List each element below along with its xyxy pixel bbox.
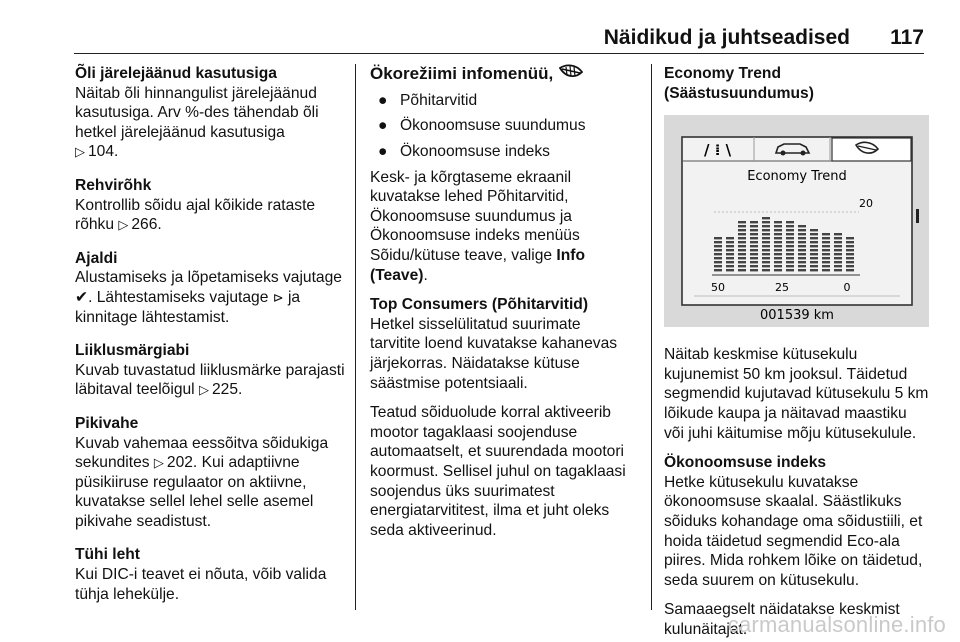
trend-bar-segment (750, 245, 758, 247)
trend-bar-segment (774, 269, 782, 271)
section-text: . Lähtestamiseks vajutage (88, 288, 269, 306)
trend-bar-segment (774, 245, 782, 247)
trend-bar-segment (846, 257, 854, 259)
trend-bar-segment (774, 225, 782, 227)
trend-bar-segment (750, 241, 758, 243)
trend-bar-segment (774, 257, 782, 259)
trend-bar-segment (846, 253, 854, 255)
trend-bar-segment (846, 237, 854, 239)
trend-bar-segment (750, 253, 758, 255)
page-reference[interactable]: 104. (88, 143, 119, 161)
axis-label-50: 50 (711, 281, 725, 295)
trend-bar-segment (738, 225, 746, 227)
trend-bar-segment (798, 257, 806, 259)
trend-bar-segment (762, 221, 770, 223)
trend-bar-segment (846, 245, 854, 247)
page-reference[interactable]: 266. (131, 216, 162, 234)
page-reference[interactable]: 225. (211, 381, 243, 399)
trend-bar-segment (762, 229, 770, 231)
trend-bar-segment (834, 253, 842, 255)
menu-reference: Info (Teave) (370, 246, 585, 284)
subheading: Ökonoomsuse indeks (664, 454, 827, 472)
section-heading: Tühi leht (75, 546, 140, 564)
trend-bar-segment (738, 269, 746, 271)
trend-bar-segment (774, 253, 782, 255)
road-icon (704, 141, 732, 159)
trend-bar-segment (750, 249, 758, 251)
trend-bar-segment (714, 249, 722, 251)
page-reference-arrow-icon: ▷ (75, 144, 85, 160)
trend-bar-segment (762, 269, 770, 271)
trend-bar-segment (726, 253, 734, 255)
trend-bar-segment (714, 261, 722, 263)
trend-bar-segment (750, 233, 758, 235)
trend-bar-segment (738, 257, 746, 259)
scroll-indicator (916, 209, 919, 223)
axis-label-25: 25 (775, 281, 789, 295)
trend-bar-segment (786, 269, 794, 271)
trend-bar-segment (810, 261, 818, 263)
trend-bar-segment (762, 217, 770, 219)
section-oil-life (75, 64, 347, 162)
trend-bar-segment (726, 245, 734, 247)
list-item-label: Ökonoomsuse suundumus (400, 117, 586, 135)
trend-bar-segment (714, 237, 722, 239)
page-header (0, 0, 960, 54)
trend-bar-segment (738, 221, 746, 223)
axis-label-0: 0 (843, 281, 851, 295)
page-reference-arrow-icon: ▷ (198, 382, 209, 398)
trend-bar-segment (822, 257, 830, 259)
trend-bar-segment (786, 249, 794, 251)
trend-bar-segment (774, 261, 782, 263)
trend-bar-segment (822, 237, 830, 239)
trend-bar-segment (834, 269, 842, 271)
trend-bar-segment (822, 269, 830, 271)
subheading: Top Consumers (Põhitarvitid) (370, 296, 589, 314)
bullet-icon: ● (378, 143, 388, 160)
trend-bar-segment (726, 257, 734, 259)
section-following-distance (75, 414, 347, 532)
trend-bar-segment (714, 241, 722, 243)
trend-bar-segment (762, 233, 770, 235)
section-tire-pressure (75, 176, 347, 235)
trend-bar-segment (774, 265, 782, 267)
section-text: ja kinnitage lähtestamist. (75, 288, 301, 326)
paragraph: Samaaegselt näidatakse keskmist kulunäitajat. (664, 601, 900, 638)
section-heading (370, 64, 635, 85)
trend-bar-segment (810, 265, 818, 267)
section-text: Alustamiseks ja lõpetamiseks vajutage (75, 269, 342, 287)
section-text: Kontrollib sõidu ajal kõikide rataste rõhku (75, 196, 316, 234)
trend-bar-segment (726, 261, 734, 263)
bullet-icon: ● (378, 117, 388, 135)
page-reference-arrow-icon: ▷ (153, 455, 164, 471)
section-text: Kui DIC-i teavet ei nõuta, võib valida tühja lehekülje. (75, 566, 327, 603)
trend-bar-segment (774, 233, 782, 235)
paragraph: Hetkel sisselülitatud suurimate tarvitite loend kuvatakse kahanevas järjekorras. Näidatakse kütuse säästmise potentsiaali. (370, 315, 618, 392)
trend-bar-segment (786, 257, 794, 259)
trend-bar-segment (714, 265, 722, 267)
trend-bar-segment (750, 221, 758, 223)
list-item (370, 91, 635, 111)
trend-bar-segment (846, 265, 854, 267)
trend-bar-segment (786, 237, 794, 239)
section-blank-page (75, 545, 347, 604)
display-title: Economy Trend (747, 169, 847, 185)
trend-bar-segment (738, 229, 746, 231)
trend-bar-segment (786, 265, 794, 267)
trend-bar-segment (846, 269, 854, 271)
trend-bar-segment (762, 261, 770, 263)
trend-bar-segment (726, 265, 734, 267)
trend-bar-segment (714, 245, 722, 247)
list-item-label: Põhitarvitid (400, 91, 478, 109)
trend-bar-segment (810, 249, 818, 251)
trend-bar-segment (750, 269, 758, 271)
trend-bar-segment (822, 253, 830, 255)
trend-bar-segment (834, 241, 842, 243)
play-button-icon: ⊳ (272, 289, 284, 305)
trend-bar-segment (798, 261, 806, 263)
trend-bar-segment (786, 233, 794, 235)
trend-bar-segment (750, 237, 758, 239)
section-text: Kuvab tuvastatud liiklusmärke parajasti läbitaval teelõigul (75, 361, 345, 399)
trend-bar-segment (738, 249, 746, 251)
trend-bar-segment (822, 233, 830, 235)
trend-bar-segment (798, 233, 806, 235)
trend-bar-segment (750, 261, 758, 263)
trend-bar-segment (798, 253, 806, 255)
trend-bar-segment (798, 237, 806, 239)
trend-bar-segment (774, 237, 782, 239)
trend-bar-segment (834, 249, 842, 251)
section-heading: Economy Trend (Säästusuundumus) (664, 65, 814, 102)
paragraph (370, 168, 635, 286)
trend-bar-segment (762, 241, 770, 243)
odometer-readout: 001539 km (760, 308, 834, 324)
trend-bar-segment (726, 237, 734, 239)
trend-bar-segment (774, 229, 782, 231)
trend-bar-segment (750, 225, 758, 227)
page-reference[interactable]: 202. (166, 454, 198, 472)
eco-menu-title: Ökorežiimi infomenüü, (370, 64, 554, 83)
trend-bar-segment (762, 265, 770, 267)
trend-bar-segment (738, 253, 746, 255)
paragraph: Näitab keskmise kütusekulu kujunemist 50 km jooksul. Täidetud segmendid kujutavad kütusekulu 5 km lõikude kaupa ja näitavad maastiku või juhi käitumise mõju kütusekulule. (664, 346, 929, 442)
trend-bar-segment (798, 249, 806, 251)
column-3 (664, 64, 929, 640)
section-heading: Rehvirõhk (75, 176, 152, 194)
trend-bar-segment (822, 261, 830, 263)
trend-bar-segment (750, 229, 758, 231)
trend-bar-segment (810, 269, 818, 271)
trend-bar-segment (846, 261, 854, 263)
trend-bar-segment (846, 249, 854, 251)
paragraph: Teatud sõiduolude korral aktiveerib mootor tagaklaasi soojenduse automaatselt, et suurendada mootori koormust. Sellisel juhul on tagaklaasi soojendus üks suurimatest energiatarvititest, ilma et juht oleks seda aktiveerinud. (370, 404, 626, 539)
trend-bar-segment (738, 241, 746, 243)
trend-bar-segment (810, 245, 818, 247)
trend-bar-segment (714, 257, 722, 259)
page-number: 117 (890, 26, 924, 49)
trend-bar-segment (786, 229, 794, 231)
eco-menu-list (370, 91, 635, 162)
section-heading: Liiklusmärgiabi (75, 342, 190, 360)
trend-bar-segment (810, 241, 818, 243)
economy-trend-display (664, 115, 929, 327)
trend-bar-segment (810, 229, 818, 231)
trend-bar-segment (786, 221, 794, 223)
list-item-label: Ökonoomsuse indeks (400, 143, 550, 160)
trend-bar-segment (774, 221, 782, 223)
trend-bar-segment (798, 229, 806, 231)
trend-bar-segment (822, 241, 830, 243)
trend-bar-segment (798, 269, 806, 271)
trend-bar-segment (798, 225, 806, 227)
trend-bar-segment (774, 241, 782, 243)
column-1 (75, 64, 347, 618)
trend-bar-segment (822, 245, 830, 247)
bullet-icon: ● (378, 91, 388, 109)
trend-bar-segment (798, 241, 806, 243)
page-title: Näidikud ja juhtseadised (603, 26, 850, 49)
section-text: Kui adaptiivne püsikiiruse regulaator on aktiivne, kuvatakse sellel lehel selle asemel pikivahe seadistust. (75, 454, 314, 530)
economy-trend-illustration (664, 115, 929, 327)
eco-leaf-icon (558, 64, 584, 85)
trend-bar-segment (762, 245, 770, 247)
watermark: carmanualsonline.info (727, 612, 946, 637)
trend-bar-segment (726, 241, 734, 243)
trend-bar-segment (786, 253, 794, 255)
trend-bar-segment (786, 261, 794, 263)
column-divider-2 (651, 64, 652, 610)
list-item (370, 116, 635, 136)
svg-text:/ ⁞ \: / ⁞ \ (704, 141, 732, 160)
section-heading: Ajaldi (75, 249, 118, 267)
section-text: Kuvab vahemaa eessõitva sõidukiga sekundites (75, 434, 329, 472)
trend-bar-segment (738, 233, 746, 235)
checkmark-icon: ✔ (75, 288, 89, 306)
section-traffic-sign-assist (75, 341, 347, 400)
scale-top-label: 20 (859, 197, 873, 211)
trend-bar-segment (810, 257, 818, 259)
trend-bar-segment (798, 245, 806, 247)
trend-bar-segment (834, 233, 842, 235)
column-2 (370, 64, 635, 550)
trend-bar-segment (846, 241, 854, 243)
trend-bar-segment (822, 265, 830, 267)
trend-bar-segment (738, 245, 746, 247)
trend-bar-segment (810, 233, 818, 235)
section-timer (75, 249, 347, 327)
trend-bar-segment (786, 225, 794, 227)
trend-bar-segment (762, 249, 770, 251)
paragraph-text: Kesk- ja kõrgtaseme ekraanil kuvatakse lehed Põhitarvitid, Ökonoomsuse suundumus ja Ökonoomsuse indeks menüüs Sõidu/kütuse teave, valige (370, 168, 580, 264)
trend-bar-segment (786, 245, 794, 247)
paragraph-text: . (423, 266, 428, 284)
page-reference-arrow-icon: ▷ (118, 217, 129, 233)
trend-bar-segment (762, 237, 770, 239)
trend-bar-segment (750, 265, 758, 267)
trend-bar-segment (834, 237, 842, 239)
trend-bar-segment (786, 241, 794, 243)
trend-bar-segment (798, 265, 806, 267)
trend-bar-segment (714, 269, 722, 271)
paragraph: Hetke kütusekulu kuvatakse ökonoomsuse skaalal. Säästlikuks sõiduks kohandage oma sõidustiili, et hoida täidetud segmendid Eco-ala piires. Mida rohkem lõike on täidetud, seda suurem on kütusekulu. (664, 473, 923, 589)
trend-bar-segment (714, 253, 722, 255)
trend-bar-segment (774, 249, 782, 251)
trend-bar-segment (834, 265, 842, 267)
trend-bar-segment (810, 253, 818, 255)
trend-bar-segment (726, 269, 734, 271)
column-divider-1 (355, 64, 356, 610)
section-heading: Õli järelejäänud kasutusiga (75, 65, 277, 82)
trend-bar-segment (738, 237, 746, 239)
trend-bar-segment (762, 253, 770, 255)
trend-bar-segment (834, 257, 842, 259)
trend-bar-segment (810, 237, 818, 239)
trend-bar-segment (738, 265, 746, 267)
list-item (370, 142, 635, 162)
trend-bar-segment (762, 257, 770, 259)
trend-bar-segment (822, 249, 830, 251)
trend-bar-segment (726, 249, 734, 251)
trend-bar-segment (834, 245, 842, 247)
section-heading: Pikivahe (75, 414, 139, 432)
trend-bar-segment (738, 261, 746, 263)
section-text: Näitab õli hinnangulist järelejäänud kasutusiga. Arv %-des tähendab õli hetkel järelejäänud kasutusiga (75, 84, 319, 141)
trend-bar-segment (762, 225, 770, 227)
header-divider (74, 53, 924, 54)
trend-bar-segment (750, 257, 758, 259)
trend-bar-segment (834, 261, 842, 263)
